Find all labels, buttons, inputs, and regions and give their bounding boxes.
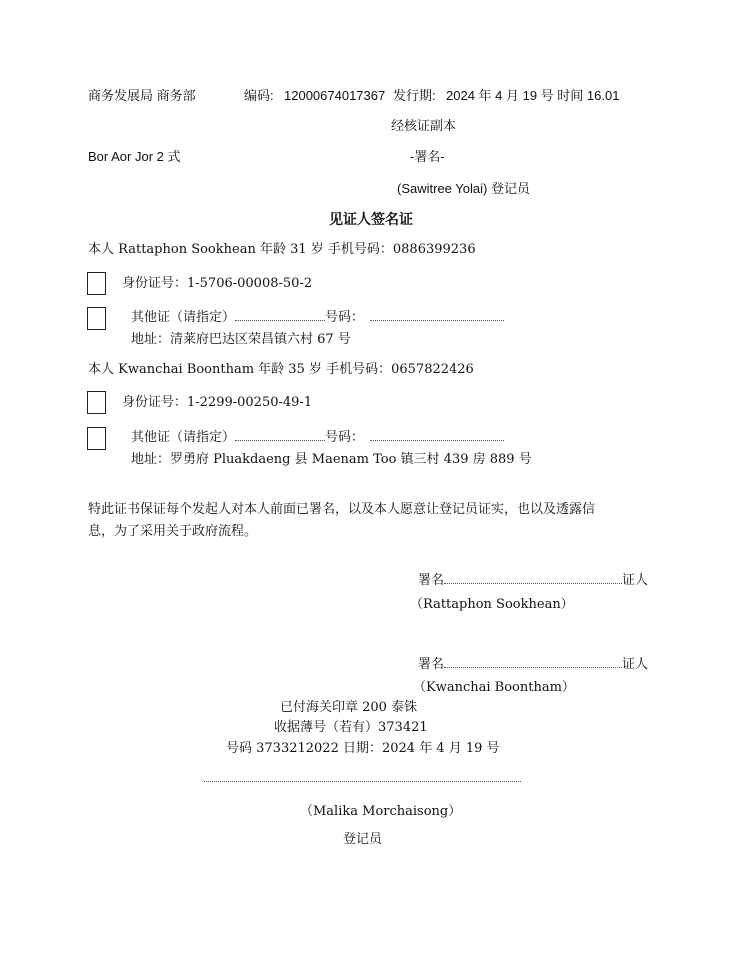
signature-mark: -署名-	[410, 149, 445, 164]
number-blank	[370, 308, 504, 321]
role-label: 证人	[622, 573, 649, 588]
other-blank	[235, 308, 325, 321]
other-label: 其他证（请指定）	[131, 310, 236, 325]
signature-line-2	[418, 655, 648, 674]
certified-copy: 经核证副本	[391, 118, 457, 133]
witness-1-address: 地址：清莱府巴达区荣昌镇六村 67 号	[131, 332, 351, 347]
title-text: 见证人签名证	[329, 212, 413, 228]
witness-2-name: （Kwanchai Boontham）	[413, 680, 575, 695]
sign-label: 署名	[418, 573, 445, 588]
registrar-top: (Sawitree Yolai) 登记员	[397, 181, 530, 196]
number-label: 号码：	[325, 430, 365, 445]
other-blank	[235, 428, 325, 441]
other-doc-checkbox-1[interactable]	[87, 307, 106, 330]
code-label: 编码:	[244, 88, 274, 103]
signature-blank[interactable]	[444, 655, 622, 668]
role-label: 证人	[622, 657, 649, 672]
other-doc-checkbox-2[interactable]	[87, 427, 106, 450]
fee-paid: 已付海关印章 200 泰铢	[280, 700, 418, 715]
issue-label: 发行期:	[393, 88, 436, 103]
witness-2-other	[131, 428, 504, 447]
number-label: 号码：	[325, 310, 365, 325]
witness-1-name: （Rattaphon Sookhean）	[410, 597, 574, 612]
code-value: 12000674017367	[284, 88, 386, 103]
number-date: 号码 3733212022 日期：2024 年 4 月 19 号	[226, 741, 500, 756]
number-blank	[370, 428, 504, 441]
witness-2-info: 本人 Kwanchai Boontham 年龄 35 岁 手机号码：0657822426	[88, 362, 474, 377]
statement-line-1: 特此证书保证每个发起人对本人前面已署名，以及本人愿意让登记员证实，也以及透露信	[88, 502, 596, 517]
department: 商务发展局 商务部	[88, 88, 196, 103]
registrar-label: 登记员	[343, 832, 383, 847]
page-title	[0, 211, 742, 230]
witness-2-id: 身份证号：1-2299-00250-49-1	[122, 395, 313, 410]
issue-date: 2024 年 4 月 19 号 时间 16.01	[446, 88, 620, 103]
id-card-checkbox-2[interactable]	[87, 391, 106, 414]
witness-2-address: 地址：罗勇府 Pluakdaeng 县 Maenam Too 镇三村 439 房 889 号	[131, 452, 532, 467]
statement-line-2: 息，为了采用关于政府流程。	[88, 524, 258, 539]
id-card-checkbox-1[interactable]	[87, 272, 106, 295]
registrar-signature-line	[204, 781, 521, 782]
receipt-book: 收据薄号（若有）373421	[274, 720, 428, 735]
other-label: 其他证（请指定）	[131, 430, 236, 445]
signature-line-1	[418, 571, 648, 590]
signature-blank[interactable]	[444, 571, 622, 584]
witness-1-id: 身份证号：1-5706-00008-50-2	[122, 276, 313, 291]
form-name: Bor Aor Jor 2 式	[88, 149, 181, 164]
registrar-name: （Malika Morchaisong）	[300, 804, 462, 819]
witness-1-other	[131, 308, 504, 327]
sign-label: 署名	[418, 657, 445, 672]
witness-1-info: 本人 Rattaphon Sookhean 年龄 31 岁 手机号码：0886399236	[88, 242, 476, 257]
